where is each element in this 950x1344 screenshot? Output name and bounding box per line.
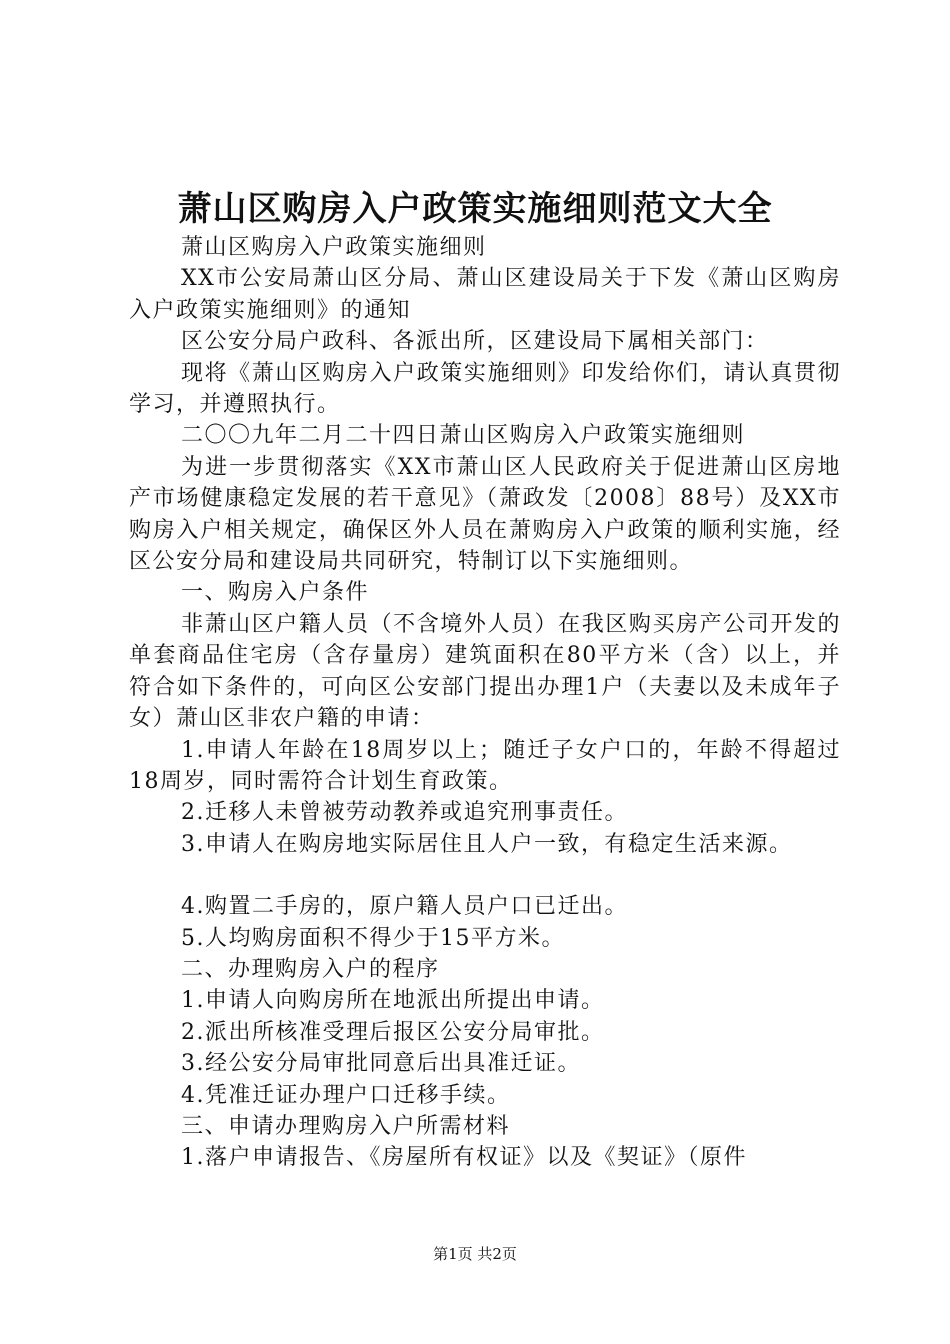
list-item: 3.经公安分局审批同意后出具准迁证。 (181, 1051, 581, 1077)
list-item: 1.申请人向购房所在地派出所提出申请。 (181, 988, 605, 1014)
page-indicator: 第1页 共2页 (433, 1245, 517, 1263)
document-title: 萧山区购房入户政策实施细则范文大全 (177, 189, 773, 229)
list-item: 3.申请人在购房地实际居住且人户一致，有稳定生活来源。 (181, 831, 793, 857)
paragraph: 非萧山区户籍人员（不含境外人员）在我区购买房产公司开发的单套商品住宅房（含存量房）建筑面积在80平方米（含）以上，并符合如下条件的，可向区公安部门提出办理1户（夫妻以及未成年子女）萧山区非农户籍的申请： (129, 611, 841, 732)
section-heading: 二、办理购房入户的程序 (181, 956, 440, 982)
paragraph: 现将《萧山区购房入户政策实施细则》印发给你们，请认真贯彻学习，并遵照执行。 (129, 360, 841, 418)
list-item: 1.申请人年龄在18周岁以上；随迁子女户口的，年龄不得超过18周岁，同时需符合计划生育政策。 (129, 737, 841, 794)
paragraph: 为进一步贯彻落实《XX市萧山区人民政府关于促进萧山区房地产市场健康稳定发展的若干意见》（萧政发〔2008〕88号）及XX市购房入户相关规定，确保区外人员在萧购房入户政策的顺利实施，经区公安分局和建设局共同研究，特制订以下实施细则。 (129, 454, 841, 575)
paragraph: 区公安分局户政科、各派出所，区建设局下属相关部门： (181, 329, 769, 355)
paragraph: XX市公安局萧山区分局、萧山区建设局关于下发《萧山区购房入户政策实施细则》的通知 (129, 266, 841, 323)
section-heading: 三、申请办理购房入户所需材料 (181, 1113, 511, 1139)
list-item: 2.迁移人未曾被劳动教养或追究刑事责任。 (181, 800, 628, 826)
list-item: 5.人均购房面积不得少于15平方米。 (181, 925, 565, 951)
list-item: 4.凭准迁证办理户口迁移手续。 (181, 1082, 511, 1108)
list-item: 4.购置二手房的，原户籍人员户口已迁出。 (181, 894, 628, 920)
paragraph: 二〇〇九年二月二十四日萧山区购房入户政策实施细则 (181, 423, 746, 449)
paragraph: 萧山区购房入户政策实施细则 (181, 235, 487, 260)
document-body (129, 232, 841, 1174)
list-item: 2.派出所核准受理后报区公安分局审批。 (181, 1019, 605, 1045)
list-item: 1.落户申请报告、《房屋所有权证》以及《契证》（原件 (181, 1145, 747, 1171)
section-heading: 一、购房入户条件 (181, 580, 370, 606)
